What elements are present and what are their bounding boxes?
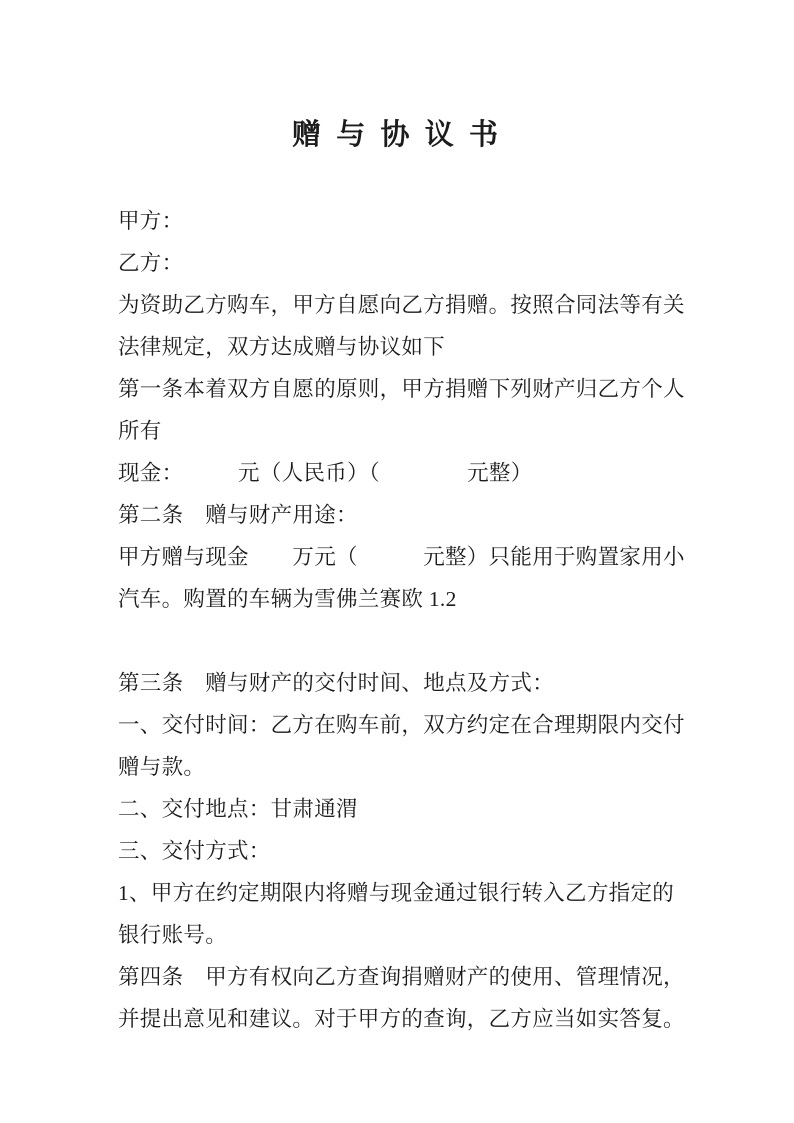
doc-line-article3-head: 第三条 赠与财产的交付时间、地点及方式： xyxy=(118,671,555,695)
doc-line-preamble-1: 为资助乙方购车，甲方自愿向乙方捐赠。按照合同法等有关 xyxy=(118,293,685,317)
doc-line-cash-amount: 现金： 元（人民币）（ 元整） xyxy=(118,461,533,485)
doc-line-article3-method: 三、交付方式： xyxy=(118,839,271,863)
doc-line-article3-item1-2: 银行账号。 xyxy=(118,923,228,947)
doc-line-article3-time-1: 一、交付时间：乙方在购车前，双方约定在合理期限内交付 xyxy=(118,713,685,737)
doc-line-article2-1: 甲方赠与现金 万元（ 元整）只能用于购置家用小 xyxy=(118,545,685,569)
doc-line-blank xyxy=(118,620,704,662)
document-title: 赠 与 协 议 书 xyxy=(291,119,502,151)
doc-line-article1-1: 第一条本着双方自愿的原则，甲方捐赠下列财产归乙方个人 xyxy=(118,377,685,401)
doc-line-article3-time-2: 赠与款。 xyxy=(118,755,206,779)
doc-line-article3-place: 二、交付地点：甘肃通渭 xyxy=(118,797,358,821)
doc-line-article1-2: 所有 xyxy=(118,419,162,443)
doc-line-article4-2: 并提出意见和建议。对于甲方的查询，乙方应当如实答复。 xyxy=(118,1007,685,1031)
doc-line-article2-2: 汽车。购置的车辆为雪佛兰赛欧 1.2 xyxy=(118,587,457,611)
doc-line-article3-item1-1: 1、甲方在约定期限内将赠与现金通过银行转入乙方指定的 xyxy=(118,881,675,905)
document-body xyxy=(118,154,704,1040)
doc-line-article2-head: 第二条 赠与财产用途： xyxy=(118,503,358,527)
doc-line-party-a: 甲方： xyxy=(118,209,184,233)
doc-line-preamble-2: 法律规定，双方达成赠与协议如下 xyxy=(118,335,446,359)
doc-line-party-b: 乙方： xyxy=(118,251,184,275)
doc-line-article4-1: 第四条 甲方有权向乙方查询捐赠财产的使用、管理情况， xyxy=(118,965,685,989)
